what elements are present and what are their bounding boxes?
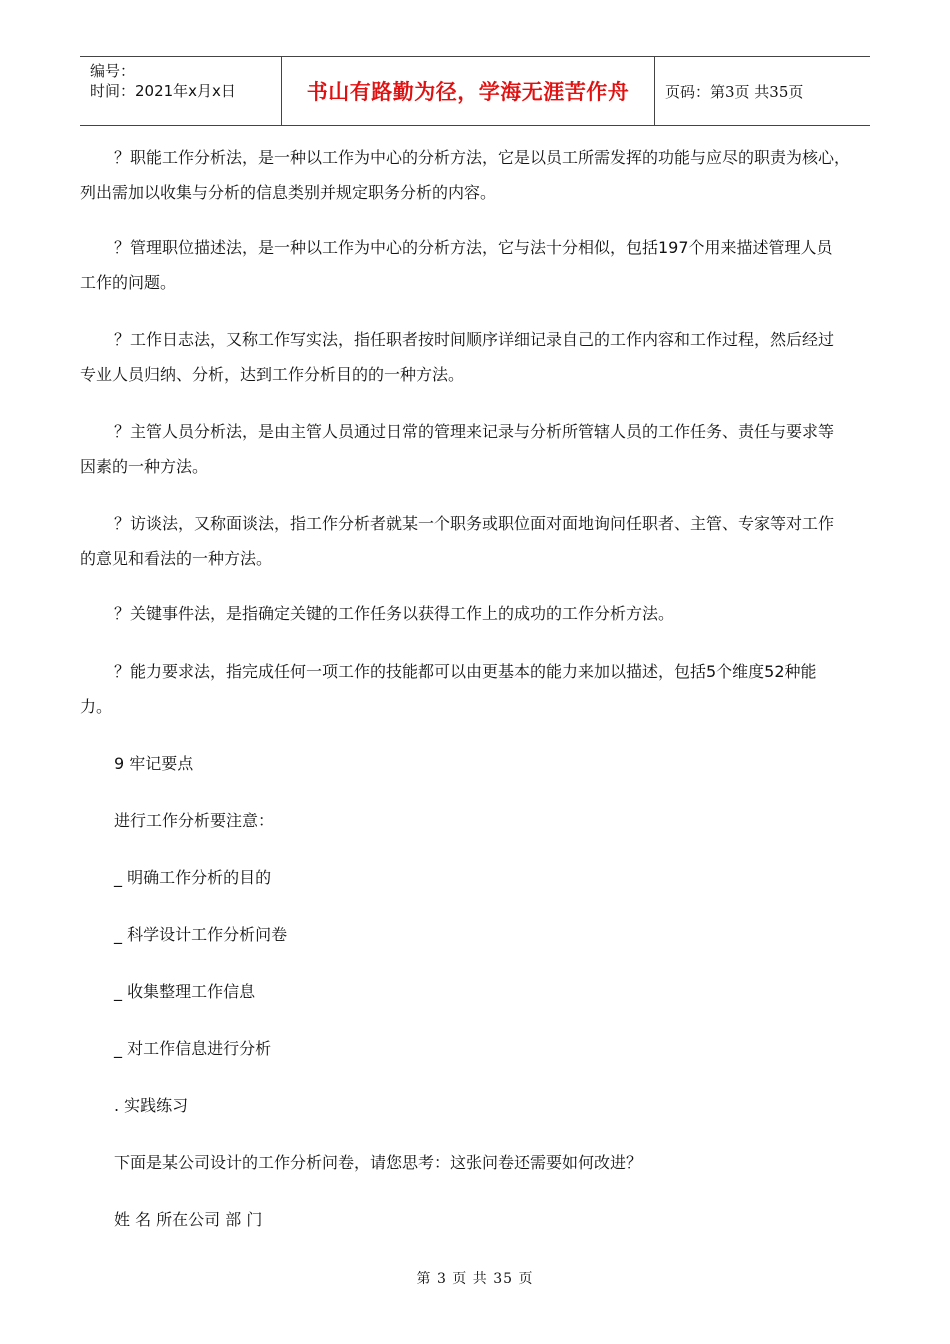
header-meta <box>80 57 282 125</box>
paragraph: ？访谈法，又称面谈法，指工作分析者就某一个职务或职位面对面地询问任职者、主管、专家等对工作 的意见和看法的一种方法。 <box>80 514 835 568</box>
paragraph: ？关键事件法，是指确定关键的工作任务以获得工作上的成功的工作分析方法。 <box>114 604 675 623</box>
list-item: _ 对工作信息进行分析 <box>114 1039 272 1058</box>
paragraph: ？管理职位描述法，是一种以工作为中心的分析方法，它与法十分相似，包括197个用来描述管理人员 工作的问题。 <box>80 238 833 292</box>
paragraph: ？工作日志法，又称工作写实法，指任职者按时间顺序详细记录自己的工作内容和工作过程，然后经过 专业人员归纳、分析，达到工作分析目的的一种方法。 <box>80 330 835 384</box>
list-item: _ 明确工作分析的目的 <box>114 868 272 887</box>
list-item: _ 收集整理工作信息 <box>114 982 256 1001</box>
section-heading: . 实践练习 <box>114 1096 189 1115</box>
form-fields-line: 姓 名 所在公司 部 门 <box>114 1210 263 1229</box>
paragraph: ？能力要求法，指完成任何一项工作的技能都可以由更基本的能力来加以描述，包括5个维度52种能 力。 <box>80 662 817 716</box>
list-item: _ 科学设计工作分析问卷 <box>114 925 288 944</box>
document-number-label: 编号： <box>90 62 136 80</box>
page-header <box>80 56 870 126</box>
text-line: 下面是某公司设计的工作分析问卷，请您思考：这张问卷还需要如何改进？ <box>114 1153 643 1172</box>
header-page-info: 页码：第3页 共35页 <box>665 82 804 101</box>
document-date: 时间：2021年x月x日 <box>90 82 236 100</box>
section-heading: 9 牢记要点 <box>114 754 194 773</box>
page-footer: 第 3 页 共 35 页 <box>416 1271 534 1287</box>
paragraph: ？职能工作分析法，是一种以工作为中心的分析方法，它是以员工所需发挥的功能与应尽的职责为核心， 列出需加以收集与分析的信息类别并规定职务分析的内容。 <box>80 148 851 202</box>
text-line: 进行工作分析要注意： <box>114 811 275 830</box>
paragraph: ？主管人员分析法，是由主管人员通过日常的管理来记录与分析所管辖人员的工作任务、责任与要求等 因素的一种方法。 <box>80 422 835 476</box>
header-motto: 书山有路勤为径，学海无涯苦作舟 <box>282 57 655 125</box>
